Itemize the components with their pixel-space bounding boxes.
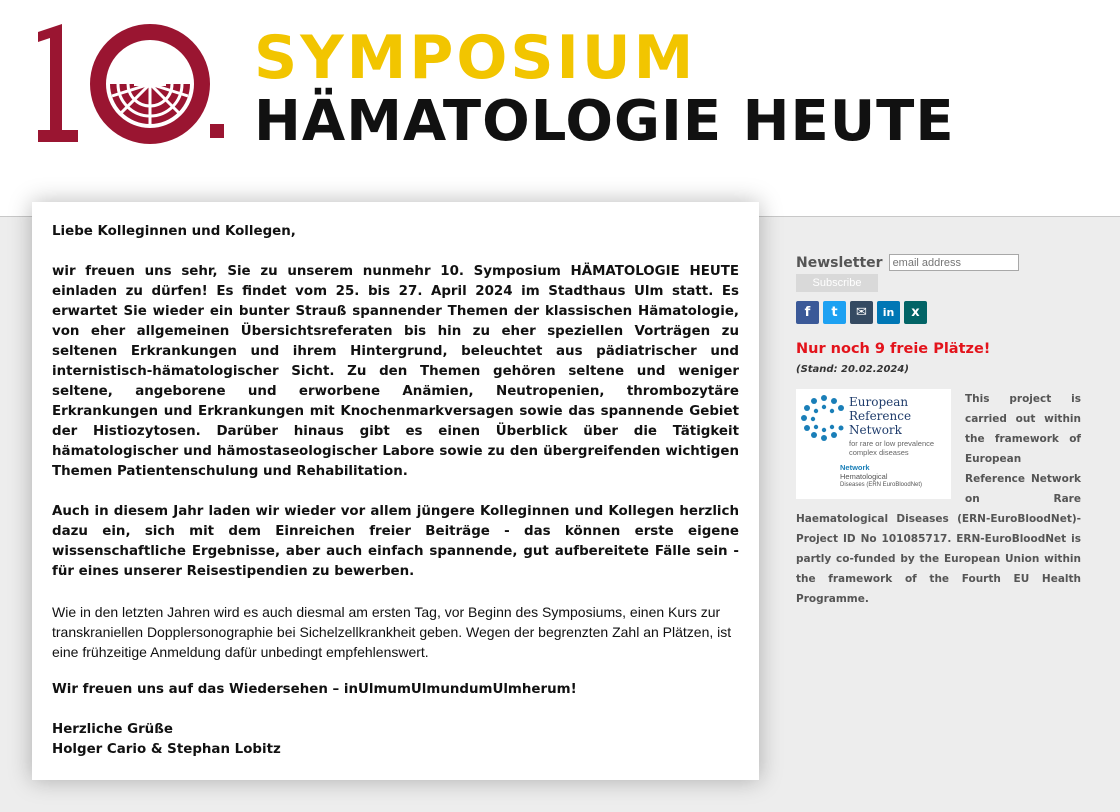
sidebar <box>796 254 1081 609</box>
logo-title-symposium: SYMPOSIUM <box>254 23 697 93</box>
twitter-icon[interactable]: t <box>823 301 846 324</box>
ern-info <box>796 389 1081 609</box>
newsletter-email-input[interactable] <box>889 254 1019 271</box>
ern-logo[interactable] <box>796 389 951 499</box>
ern-logo-title: European Reference Network <box>849 395 912 437</box>
stand-date: (Stand: 20.02.2024) <box>796 364 909 375</box>
facebook-icon[interactable]: f <box>796 301 819 324</box>
letter-signature: Holger Cario & Stephan Lobitz <box>52 742 281 757</box>
subscribe-button[interactable]: Subscribe <box>796 274 878 292</box>
letter-paragraph-1: wir freuen uns sehr, Sie zu unserem nunmehr 10. Symposium HÄMATOLOGIE HEUTE einladen zu dürfen! Es findet vom 25. bis 27. April 2024 im Stadthaus Ulm statt. Es erwartet Sie wieder ein bunter Strauß spannender Themen der klassischen Hämatologie, von eher allgemeinen Übersichtsreferaten bis hin zu eher speziellen Vorträgen zu seltenen Erkrankungen und ihrem Hintergrund, beleuchtet aus pädiatrischer und internistisch-hämatologischer Sicht. Zu den Themen gehören seltene und weniger seltene, angeborene und erworbene Anämien, Neutropenien, thrombozytäre Erkrankungen und Erkrankungen mit Knochenmarkversagen sowie das spannende Gebiet der Histiozytosen. Darüber hinaus gibt es einen Überblick über die Tätigkeit hämatologischer und hämostaseologischer Labore sowie zu den übergreifenden wichtigen Themen Patientenschulung und Rehabilitation. <box>52 264 739 479</box>
xing-icon[interactable]: x <box>904 301 927 324</box>
social-links <box>796 301 1081 324</box>
letter-regards: Herzliche Grüße <box>52 722 173 737</box>
newsletter-form <box>796 254 1081 271</box>
letter-paragraph-3: Wie in den letzten Jahren wird es auch diesmal am ersten Tag, vor Beginn des Symposiums, einen Kurs zur transkraniellen Dopplersonographie bei Sichelzellkrankheit geben. Wegen der begrenzten Zahl an Plätzen, ist eine frühzeitige Anmeldung dafür unbedingt empfehlenswert. <box>52 604 732 660</box>
site-header <box>0 0 1120 217</box>
logo-title-haematologie: HÄMATOLOGIE HEUTE <box>254 89 955 154</box>
letter-paragraph-2: Auch in diesem Jahr laden wir wieder vor allem jüngere Kolleginnen und Kollegen herzlich dazu ein, sich mit dem Einreichen freier Beiträge - das können erste eigene wissenschaftliche Ergebnisse, aber auch einfach spannende, gut aufbereitete Fälle sein - für eines unserer Reisestipendien zu bewerben. <box>52 504 739 579</box>
free-places-notice: Nur noch 9 freie Plätze! <box>796 341 991 357</box>
ern-dots-icon <box>799 394 849 444</box>
welcome-letter <box>32 202 759 780</box>
letter-closing-line: Wir freuen uns auf das Wiedersehen – inUlmumUlmundumUlmherum! <box>52 682 577 697</box>
linkedin-icon[interactable]: in <box>877 301 900 324</box>
newsletter-label: Newsletter <box>796 254 883 271</box>
ern-logo-subtitle: for rare or low prevalence complex diseases <box>849 439 935 457</box>
ern-funding-text: This project is carried out within the framework of European Reference Network on Rare Haematological Diseases (ERN-EuroBloodNet)-Project ID No 101085717. ERN-EuroBloodNet is partly co-funded by the European Union within the framework of the Fourth EU Health Programme. <box>796 393 1081 605</box>
logo-10-icon[interactable] <box>34 20 234 155</box>
letter-greeting: Liebe Kolleginnen und Kollegen, <box>52 224 296 239</box>
ern-logo-network: Network Hematological Diseases (ERN EuroBloodNet) <box>840 463 923 488</box>
email-icon[interactable]: ✉ <box>850 301 873 324</box>
